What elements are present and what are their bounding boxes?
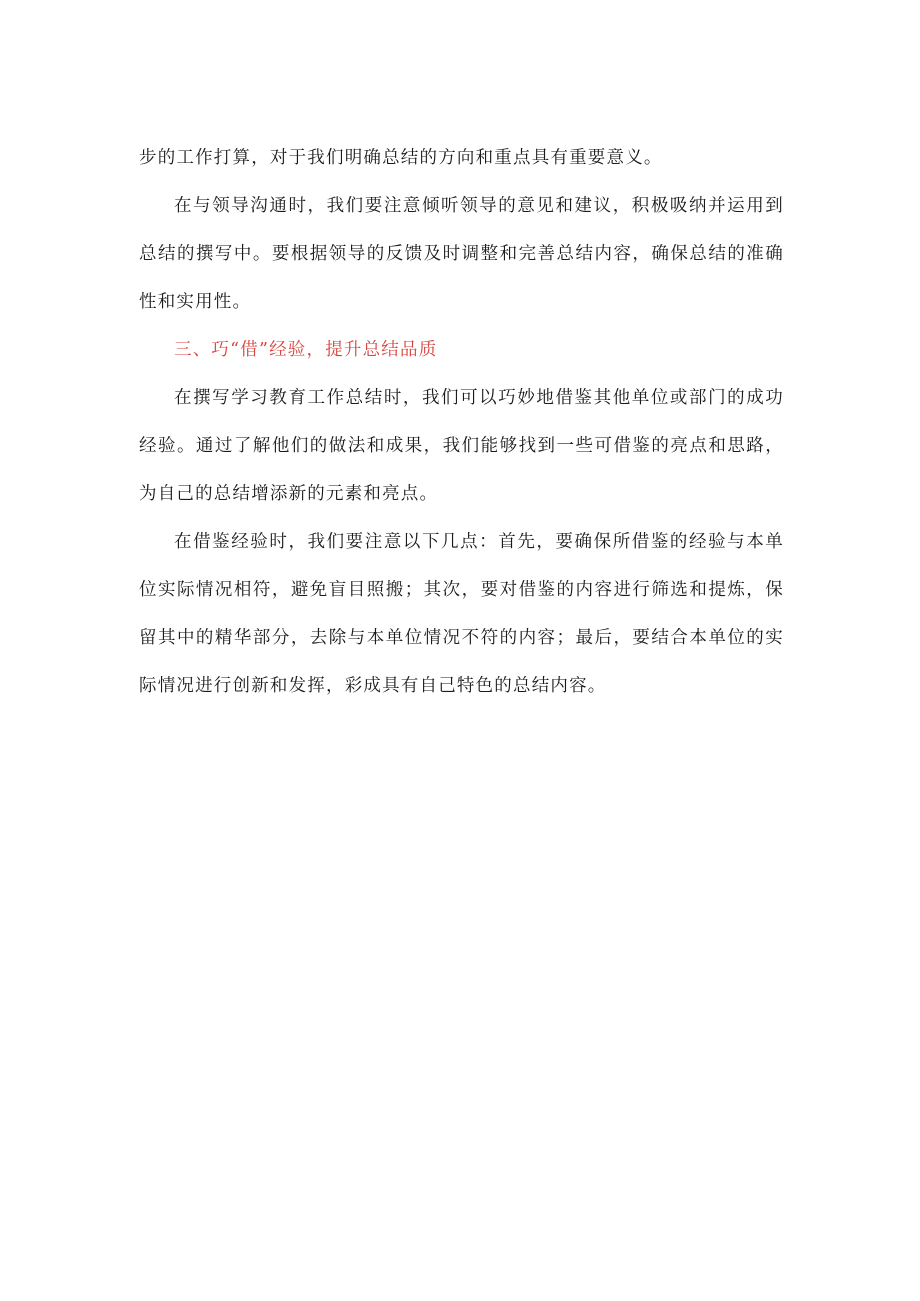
section-heading-three: 三、巧“借”经验，提升总结品质: [174, 340, 438, 360]
paragraph-continuation: 步的工作打算，对于我们明确总结的方向和重点具有重要意义。: [139, 148, 663, 168]
paragraph-borrow-experience: 在撰写学习教育工作总结时，我们可以巧妙地借鉴其他单位或部门的成功经验。通过了解他们的做法和成果，我们能够找到一些可借鉴的亮点和思路，为自己的总结增添新的元素和亮点。: [139, 388, 784, 504]
paragraph-borrow-notes: 在借鉴经验时，我们要注意以下几点：首先，要确保所借鉴的经验与本单位实际情况相符，避免盲目照搬；其次，要对借鉴的内容进行筛选和提炼，保留其中的精华部分，去除与本单位情况不符的内容；最后，要结合本单位的实际情况进行创新和发挥，彩成具有自己特色的总结内容。: [139, 532, 784, 696]
document-body: [139, 134, 784, 710]
paragraph-leader-communication: 在与领导沟通时，我们要注意倾听领导的意见和建议，积极吸纳并运用到总结的撰写中。要根据领导的反馈及时调整和完善总结内容，确保总结的准确性和实用性。: [139, 196, 784, 312]
